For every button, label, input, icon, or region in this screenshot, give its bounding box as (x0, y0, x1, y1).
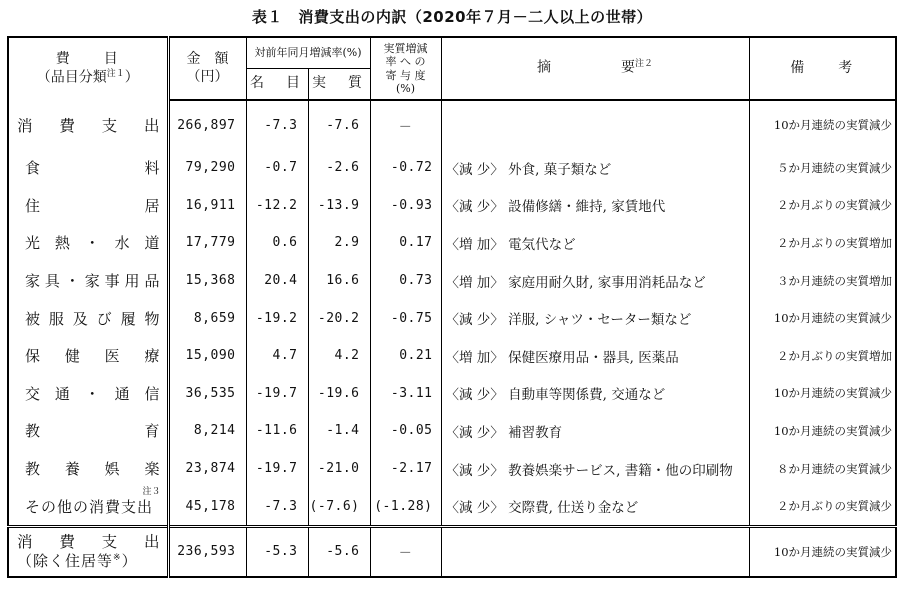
header-summary (441, 37, 749, 100)
contribution-cell: (-1.28) (370, 487, 441, 526)
nominal-cell: 4.7 (246, 337, 308, 375)
header-item-note: 注１ (106, 68, 125, 79)
amount-cell: 15,090 (168, 337, 246, 375)
nominal-cell: 20.4 (246, 262, 308, 300)
item-char: 保 (25, 347, 42, 366)
item-char: ・ (84, 234, 101, 253)
real-cell: 16.6 (308, 262, 370, 300)
item-char: 交 (25, 384, 42, 403)
item-cell (8, 187, 168, 225)
summary-text: 家庭用耐久財, 家事用消耗品など (508, 274, 706, 291)
item-char: 及 (72, 309, 89, 328)
total-item-mark: ※ (113, 553, 122, 564)
item-char: 品 (144, 272, 161, 291)
item-char: 道 (144, 234, 161, 253)
summary-text: 保健医療用品・器具, 医薬品 (508, 349, 679, 366)
remark-cell: ２か月ぶりの実質増加 (749, 224, 896, 262)
nominal-cell: -11.6 (246, 412, 308, 450)
consumption-breakdown-table (7, 36, 897, 578)
item-cell (8, 450, 168, 488)
item-cell (8, 224, 168, 262)
item-char: 食 (25, 159, 42, 178)
header-real: 実 質 (308, 69, 370, 101)
header-amount-line1: 金 額 (186, 51, 229, 67)
nominal-cell: -0.7 (246, 149, 308, 187)
item-char: 具 (44, 272, 61, 291)
nominal-cell: -7.3 (246, 100, 308, 149)
amount-cell: 236,593 (168, 526, 246, 577)
item-char: 家 (84, 272, 101, 291)
remark-cell: 10か月連続の実質減少 (749, 412, 896, 450)
total-item-line2: （除く住居等 (17, 552, 114, 571)
header-nominal: 名 目 (246, 69, 308, 101)
remark-cell: ２か月ぶりの実質減少 (749, 187, 896, 225)
real-cell: (-7.6) (308, 487, 370, 526)
item-char: 費 (59, 533, 76, 552)
table-row (8, 337, 896, 375)
header-contribution (370, 37, 441, 100)
nominal-cell: 0.6 (246, 224, 308, 262)
total-item-cell (8, 526, 168, 577)
table-row (8, 149, 896, 187)
change-tag: 〈減 少〉 (445, 424, 504, 441)
item-char: ・ (84, 384, 101, 403)
real-cell: 2.9 (308, 224, 370, 262)
item-char: 出 (143, 533, 161, 552)
amount-cell: 45,178 (168, 487, 246, 526)
summary-text: 設備修繕・維持, 家賃地代 (508, 199, 666, 216)
total-item-close: ） (121, 552, 138, 571)
table-row (8, 487, 896, 526)
summary-cell (441, 412, 749, 450)
change-tag: 〈減 少〉 (445, 462, 504, 479)
header-contrib-line4: (%) (395, 81, 416, 95)
nominal-cell: -5.3 (246, 526, 308, 577)
nominal-cell: -7.3 (246, 487, 308, 526)
header-contrib-line3: 寄 与 度 (385, 68, 426, 82)
item-char: 料 (144, 159, 161, 178)
table-title: 表１ 消費支出の内訳（2020年７月－二人以上の世帯） (251, 8, 653, 26)
contribution-cell: -0.05 (370, 412, 441, 450)
item-char: 用 (124, 272, 141, 291)
table-row (8, 299, 896, 337)
summary-cell (441, 299, 749, 337)
summary-text: 補習教育 (508, 424, 563, 441)
item-char: 医 (104, 347, 121, 366)
item-char: 信 (144, 384, 161, 403)
item-char: 費 (59, 116, 76, 135)
item-char: 育 (144, 422, 161, 441)
item-cell (8, 337, 168, 375)
summary-cell (441, 262, 749, 300)
item-cell (8, 375, 168, 413)
item-char: 履 (120, 309, 137, 328)
contribution-cell: 0.17 (370, 224, 441, 262)
remark-cell: 10か月連続の実質減少 (749, 100, 896, 149)
summary-text: 外食, 菓子類など (508, 161, 612, 178)
remark-cell: ３か月連続の実質増加 (749, 262, 896, 300)
summary-cell (441, 375, 749, 413)
change-tag: 〈減 少〉 (445, 199, 504, 216)
header-contrib-line1: 実質増減 (383, 42, 428, 56)
real-cell: -2.6 (308, 149, 370, 187)
item-char: 被 (25, 309, 42, 328)
summary-text: 教養娯楽サービス, 書籍・他の印刷物 (508, 462, 733, 479)
real-cell: -5.6 (308, 526, 370, 577)
item-char: 居 (144, 196, 161, 215)
change-tag: 〈減 少〉 (445, 312, 504, 329)
header-summary-label: 摘 要 (537, 60, 635, 77)
item-char: 光 (25, 234, 42, 253)
table-row (8, 100, 896, 149)
contribution-cell: -0.93 (370, 187, 441, 225)
summary-cell (441, 487, 749, 526)
contribution-cell: － (370, 100, 441, 149)
amount-cell: 15,368 (168, 262, 246, 300)
nominal-cell: -19.2 (246, 299, 308, 337)
item-char: 支 (101, 533, 119, 552)
item-cell (8, 487, 168, 526)
contribution-cell: 0.73 (370, 262, 441, 300)
item-char: 通 (114, 384, 131, 403)
real-cell: 4.2 (308, 337, 370, 375)
real-cell: -20.2 (308, 299, 370, 337)
item-char: その他の消費支出 (25, 497, 154, 516)
table-row (8, 412, 896, 450)
change-tag: 〈増 加〉 (445, 349, 504, 366)
item-char: 事 (104, 272, 121, 291)
table-row (8, 375, 896, 413)
summary-text: 電気代など (508, 236, 576, 253)
contribution-cell: -0.72 (370, 149, 441, 187)
summary-text: 交際費, 仕送り金など (508, 500, 639, 517)
header-amount (168, 37, 246, 100)
item-char: 療 (144, 347, 161, 366)
real-cell: -1.4 (308, 412, 370, 450)
header-summary-note: 注２ (635, 59, 654, 70)
change-tag: 〈減 少〉 (445, 500, 504, 517)
item-char: 教 (25, 460, 42, 479)
item-cell (8, 262, 168, 300)
item-char: 服 (48, 309, 65, 328)
amount-cell: 8,659 (168, 299, 246, 337)
remark-cell: ８か月連続の実質減少 (749, 450, 896, 488)
summary-cell (441, 526, 749, 577)
item-cell (8, 299, 168, 337)
summary-cell (441, 450, 749, 488)
amount-cell: 8,214 (168, 412, 246, 450)
summary-cell (441, 100, 749, 149)
amount-cell: 17,779 (168, 224, 246, 262)
remark-cell: ２か月ぶりの実質減少 (749, 487, 896, 526)
change-tag: 〈増 加〉 (445, 274, 504, 291)
item-char: 消 (17, 533, 34, 552)
item-char: 娯 (104, 460, 121, 479)
summary-cell (441, 224, 749, 262)
item-char: 養 (64, 460, 81, 479)
table-row (8, 187, 896, 225)
summary-text: 洋服, シャツ・セーター類など (508, 312, 692, 329)
header-item (8, 37, 168, 100)
amount-cell: 79,290 (168, 149, 246, 187)
change-tag: 〈減 少〉 (445, 161, 504, 178)
nominal-cell: -12.2 (246, 187, 308, 225)
item-char: 水 (114, 234, 131, 253)
remark-cell: 10か月連続の実質減少 (749, 526, 896, 577)
table-row (8, 224, 896, 262)
nominal-cell: -19.7 (246, 450, 308, 488)
real-cell: -13.9 (308, 187, 370, 225)
item-char: 健 (64, 347, 81, 366)
item-char: 熱 (54, 234, 71, 253)
item-cell (8, 100, 168, 149)
change-tag: 〈増 加〉 (445, 236, 504, 253)
item-cell (8, 149, 168, 187)
item-char: 住 (25, 196, 42, 215)
header-item-line1: 費 目 (55, 51, 120, 68)
total-row (8, 526, 896, 577)
amount-cell: 23,874 (168, 450, 246, 488)
nominal-cell: -19.7 (246, 375, 308, 413)
item-char: 通 (54, 384, 71, 403)
item-char: ・ (64, 272, 81, 291)
contribution-cell: － (370, 526, 441, 577)
real-cell: -21.0 (308, 450, 370, 488)
table-body (8, 100, 896, 577)
summary-cell (441, 187, 749, 225)
item-char: 教 (25, 422, 42, 441)
item-char: 家 (25, 272, 42, 291)
contribution-cell: -0.75 (370, 299, 441, 337)
real-cell: -19.6 (308, 375, 370, 413)
header-remarks: 備 考 (749, 37, 896, 100)
header-item-close: ） (124, 69, 139, 86)
item-char: び (96, 309, 113, 328)
item-char: 消 (17, 116, 34, 135)
header-yoy: 対前年同月増減率(%) (246, 37, 370, 69)
table-row (8, 450, 896, 488)
table-row (8, 262, 896, 300)
amount-cell: 36,535 (168, 375, 246, 413)
header-item-line2: （品目分類 (36, 69, 107, 86)
summary-cell (441, 149, 749, 187)
summary-text: 自動車等関係費, 交通など (508, 387, 666, 404)
item-char: 出 (143, 116, 161, 135)
item-char: 楽 (144, 460, 161, 479)
header-contrib-line2: 率 へ の (385, 55, 426, 69)
item-char: 支 (101, 116, 119, 135)
contribution-cell: 0.21 (370, 337, 441, 375)
remark-cell: ５か月連続の実質減少 (749, 149, 896, 187)
item-note: 注３ (142, 486, 161, 497)
item-char: 物 (144, 309, 161, 328)
header-amount-line2: （円） (186, 68, 229, 85)
remark-cell: 10か月連続の実質減少 (749, 375, 896, 413)
contribution-cell: -2.17 (370, 450, 441, 488)
contribution-cell: -3.11 (370, 375, 441, 413)
change-tag: 〈減 少〉 (445, 387, 504, 404)
summary-cell (441, 337, 749, 375)
real-cell: -7.6 (308, 100, 370, 149)
remark-cell: ２か月ぶりの実質増加 (749, 337, 896, 375)
amount-cell: 16,911 (168, 187, 246, 225)
remark-cell: 10か月連続の実質減少 (749, 299, 896, 337)
amount-cell: 266,897 (168, 100, 246, 149)
item-cell (8, 412, 168, 450)
